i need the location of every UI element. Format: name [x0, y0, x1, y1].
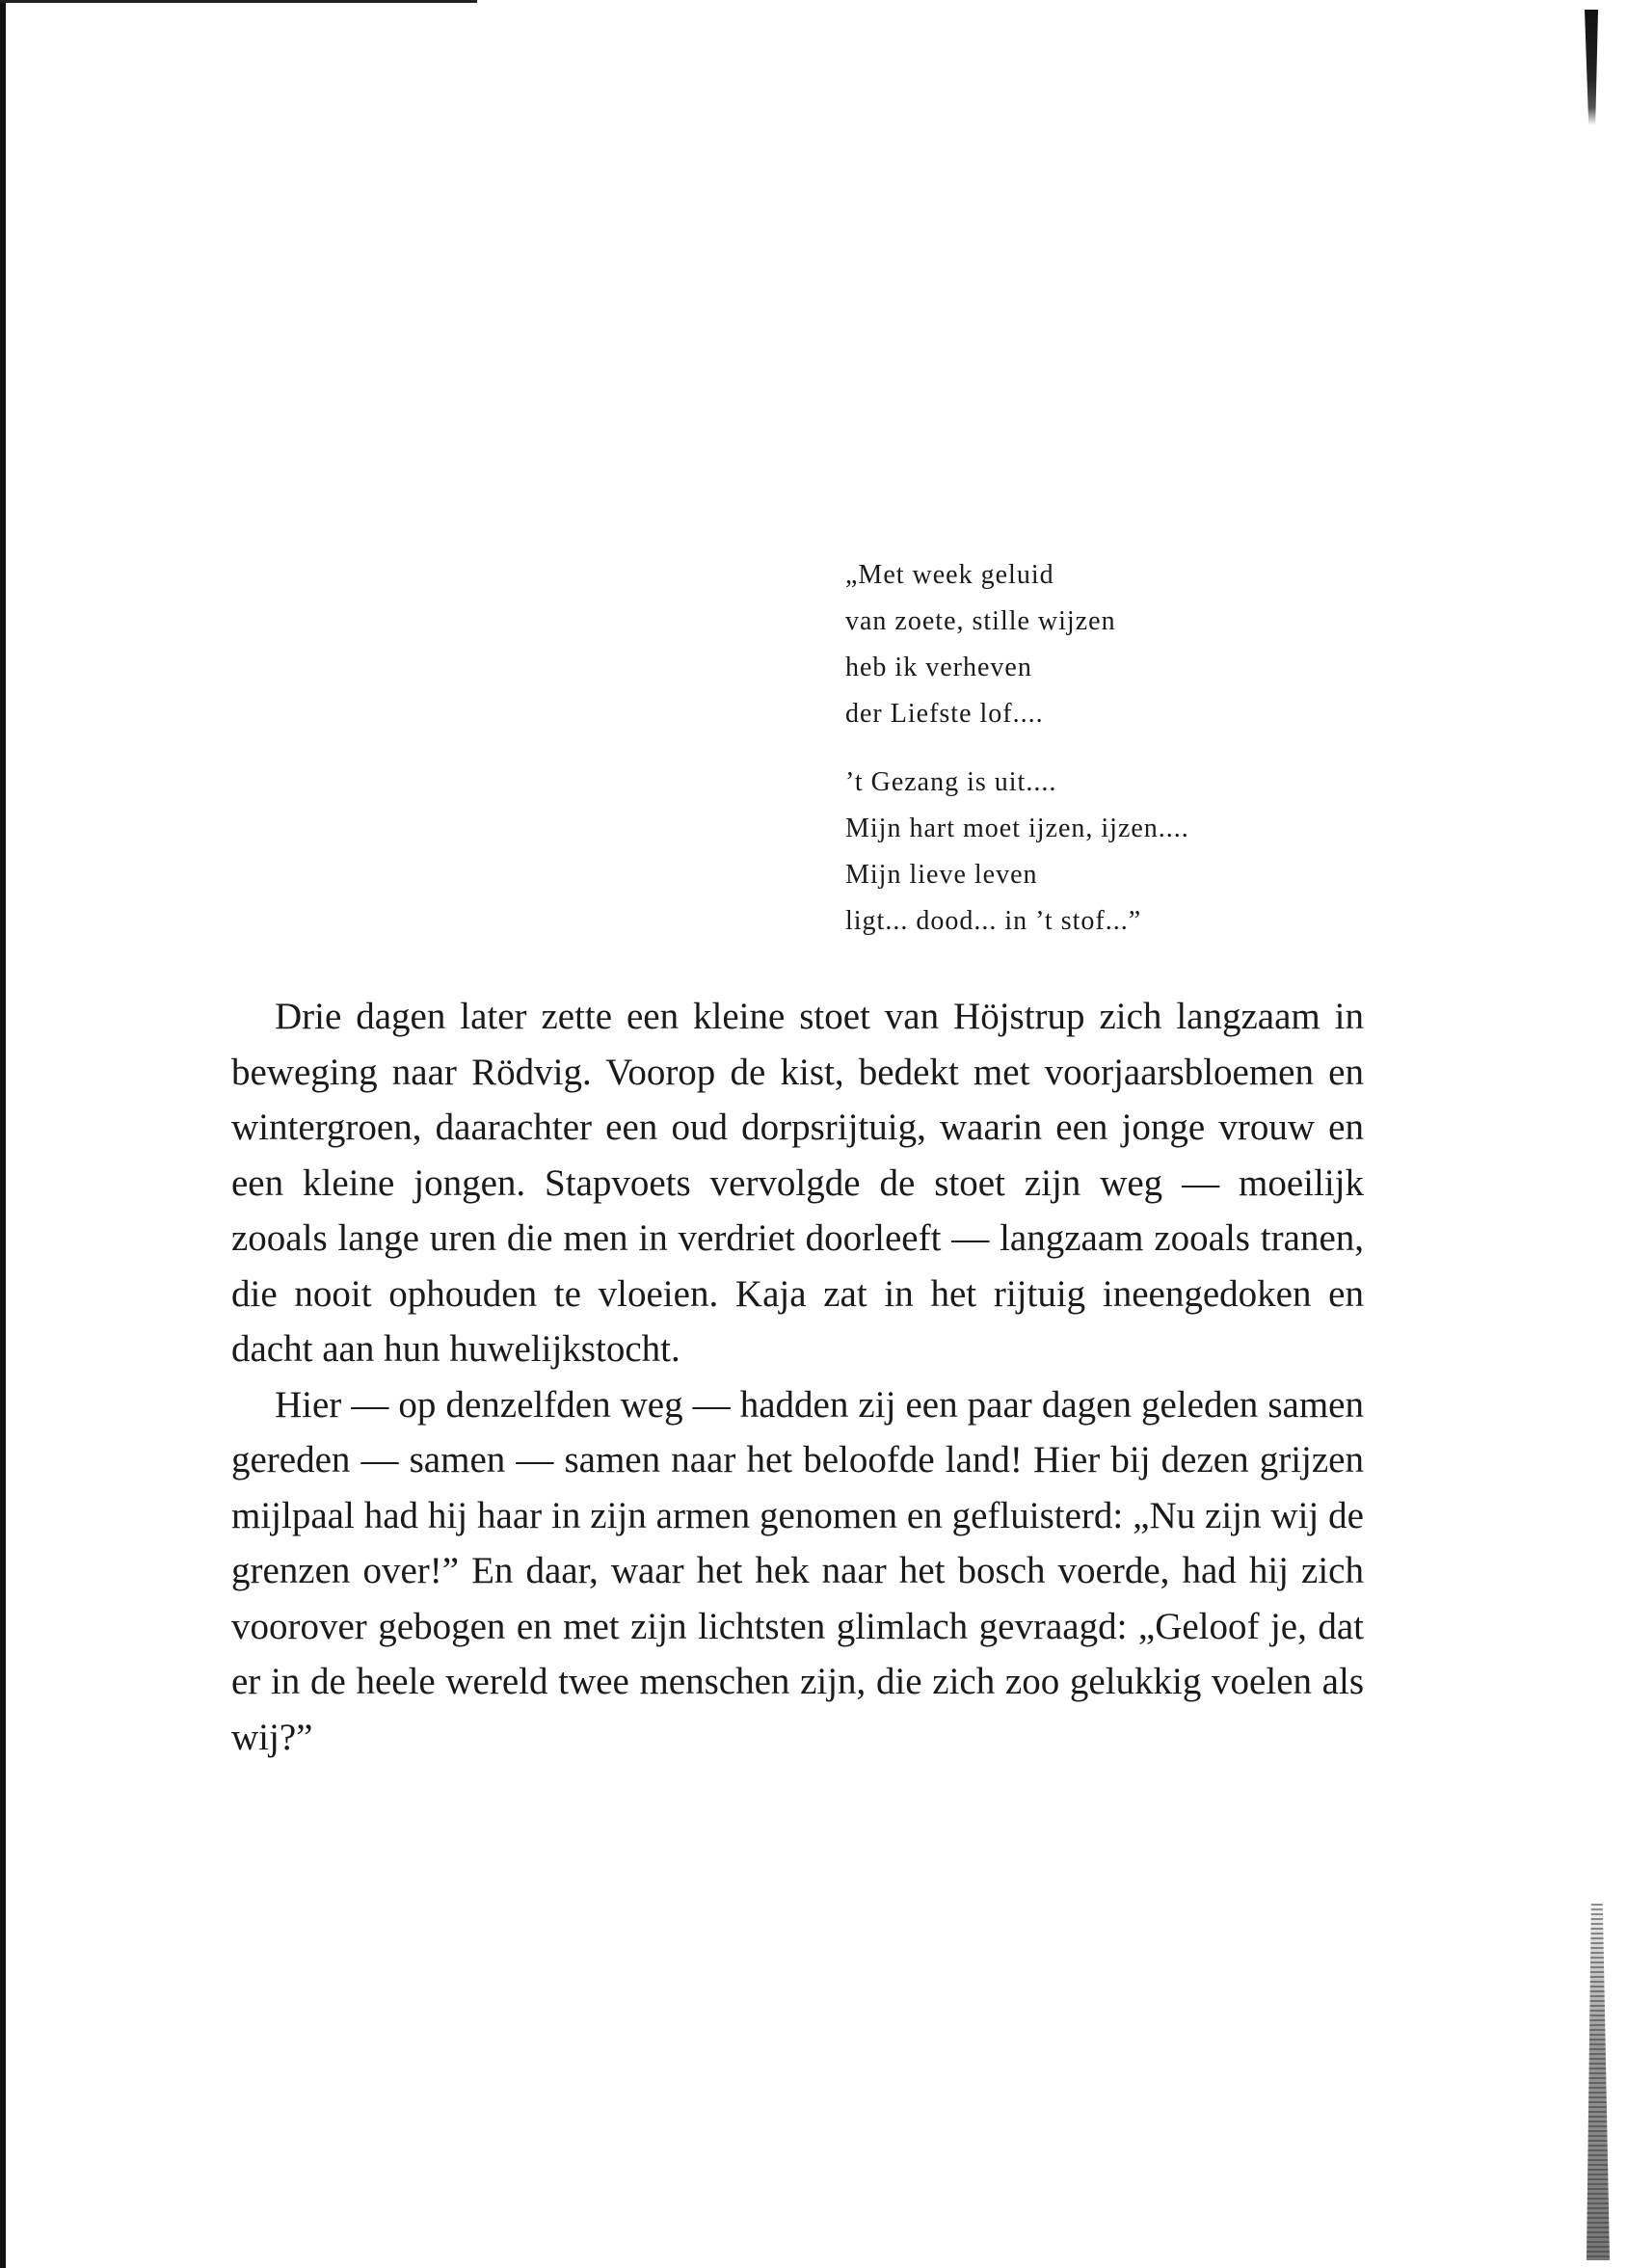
scan-border-left — [0, 0, 6, 2268]
poem-stanza-1 — [845, 552, 1189, 737]
paragraph-2: Hier — op denzelfden weg — hadden zij een paar dagen geleden samen gereden — samen — samen naar het beloofde land! Hier bij dezen grijzen mijlpaal had hij haar in zijn armen genomen en gefluisterd: „Nu zijn wij de grenzen over!” En daar, waar het hek naar het bosch voerde, had hij zich voorover gebogen en met zijn lichtsten glimlach gevraagd: „Geloof je, dat er in de heele wereld twee menschen zijn, die zich zoo gelukkig voelen als wij?” — [231, 1383, 1364, 1758]
poem-line: Mijn hart moet ijzen, ijzen.... — [845, 814, 1189, 843]
poem-line: der Liefste lof.... — [845, 699, 1044, 729]
poem-line: Mijn lieve leven — [845, 860, 1038, 890]
poem-line: ’t Gezang is uit.... — [845, 767, 1057, 797]
paragraph-1: Drie dagen later zette een kleine stoet van Höjstrup zich langzaam in beweging naar Rödvig. Voorop de kist, bedekt met voorjaarsbloemen en wintergroen, daarachter een oud dorpsrijtuig, waarin een jonge vrouw en een kleine jongen. Stapvoets vervolgde de stoet zijn weg — moeilijk zooals lange uren die men in verdriet doorleeft — langzaam zooals tranen, die nooit ophouden te vloeien. Kaja zat in het rijtuig ineengedoken en dacht aan hun huwelijkstocht. — [231, 996, 1364, 1370]
poem-line: ligt... dood... in ’t stof...” — [845, 906, 1142, 936]
poem-quote — [845, 552, 1189, 945]
poem-line: heb ik verheven — [845, 653, 1032, 682]
prose-body — [231, 989, 1364, 1765]
page-edge-mark-top — [1585, 10, 1598, 125]
poem-line: „Met week geluid — [845, 560, 1054, 590]
page-edge-mark-bottom — [1587, 1904, 1610, 2260]
scan-border-top — [0, 0, 477, 3]
poem-stanza-2 — [845, 760, 1189, 945]
poem-line: van zoete, stille wijzen — [845, 606, 1116, 636]
